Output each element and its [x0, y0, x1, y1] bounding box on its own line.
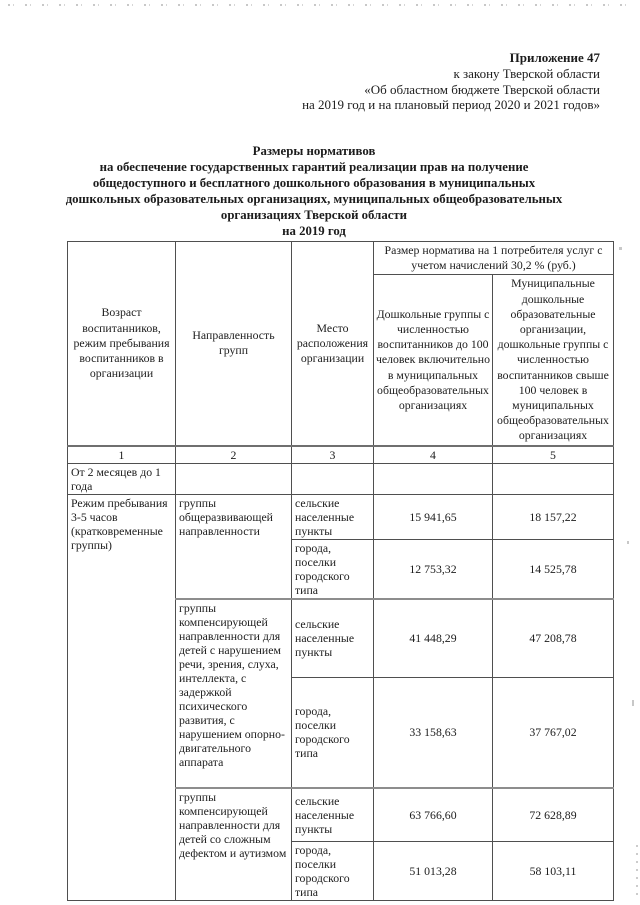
document-title: [14, 143, 614, 240]
title-line: дошкольных образовательных организациях, муниципальных общеобразовательных: [65, 192, 563, 207]
title-line: на обеспечение государственных гарантий реализации прав на получение: [99, 160, 529, 175]
age-group-row: [68, 464, 614, 495]
col-number: 4: [374, 446, 493, 464]
scan-artifact-top-dashes: [8, 4, 634, 6]
location-cell: сельские населенные пункты: [292, 495, 374, 540]
direction-cell: группы компенсирующей направленности для детей с нарушением речи, зрения, слуха, интеллекта, с задержкой психического развития, с нарушением опорно-двигательного аппарата: [176, 599, 292, 788]
value-large-orgs: 18 157,22: [493, 495, 614, 540]
scan-artifact-right-dots: [636, 845, 638, 900]
col-number: 2: [176, 446, 292, 464]
col-number: 5: [493, 446, 614, 464]
col-header-direction: Направленность групп: [176, 242, 292, 446]
location-cell: сельские населенные пункты: [292, 599, 374, 677]
direction-cell: группы общеразвивающей направленности: [176, 495, 292, 600]
value-large-orgs: 14 525,78: [493, 540, 614, 600]
col-header-orgs-over-100: Муниципальные дошкольные образовательные организации, дошкольные группы с численностью воспитанников свыше 100 человек в муниципальных общеобразовательных организациях: [493, 275, 614, 446]
empty-cell: [374, 464, 493, 495]
location-cell: сельские населенные пункты: [292, 788, 374, 841]
value-large-orgs: 47 208,78: [493, 599, 614, 677]
title-line: на 2019 год: [282, 224, 346, 239]
location-cell: города, поселки городского типа: [292, 540, 374, 600]
appendix-law-period: на 2019 год и на плановый период 2020 и 2021 годов»: [302, 97, 600, 113]
empty-cell: [176, 464, 292, 495]
norms-table: [67, 241, 614, 901]
value-small-groups: 41 448,29: [374, 599, 493, 677]
location-cell: города, поселки городского типа: [292, 841, 374, 900]
value-small-groups: 63 766,60: [374, 788, 493, 841]
empty-cell: [292, 464, 374, 495]
value-large-orgs: 37 767,02: [493, 677, 614, 788]
col-number: 3: [292, 446, 374, 464]
value-large-orgs: 58 103,11: [493, 841, 614, 900]
title-line: общедоступного и бесплатного дошкольного образования в муниципальных: [92, 176, 536, 191]
scan-artifact-dot: [632, 700, 634, 706]
column-number-row: [68, 446, 614, 464]
col-header-location: Место расположения организации: [292, 242, 374, 446]
col-header-groups-under-100: Дошкольные группы с численностью воспитанников до 100 человек включительно в муниципальных общеобразовательных организациях: [374, 275, 493, 446]
appendix-law-ref: к закону Тверской области: [453, 65, 600, 81]
value-small-groups: 15 941,65: [374, 495, 493, 540]
col-header-norm-size: Размер норматива на 1 потребителя услуг с учетом начислений 30,2 % (руб.): [374, 242, 614, 275]
table-row: [68, 495, 614, 540]
scan-artifact-dot: [627, 541, 629, 544]
title-line: Размеры нормативов: [252, 144, 376, 158]
age-group-label: От 2 месяцев до 1 года: [68, 464, 176, 495]
scan-artifact-dot: [619, 247, 622, 250]
col-header-age-regime: Возраст воспитанников, режим пребывания воспитанников в организации: [68, 242, 176, 446]
appendix-header: [302, 50, 600, 113]
direction-cell: группы компенсирующей направленности для детей со сложным дефектом и аутизмом: [176, 788, 292, 900]
value-small-groups: 51 013,28: [374, 841, 493, 900]
value-small-groups: 33 158,63: [374, 677, 493, 788]
regime-cell: Режим пребывания 3-5 часов (кратковременные группы): [68, 495, 176, 901]
table-header-row-1: [68, 242, 614, 275]
appendix-law-title: «Об областном бюджете Тверской области: [364, 81, 600, 97]
value-small-groups: 12 753,32: [374, 540, 493, 600]
appendix-number: Приложение 47: [509, 50, 600, 65]
col-number: 1: [68, 446, 176, 464]
value-large-orgs: 72 628,89: [493, 788, 614, 841]
location-cell: города, поселки городского типа: [292, 677, 374, 788]
empty-cell: [493, 464, 614, 495]
title-line: организациях Тверской области: [220, 208, 408, 223]
